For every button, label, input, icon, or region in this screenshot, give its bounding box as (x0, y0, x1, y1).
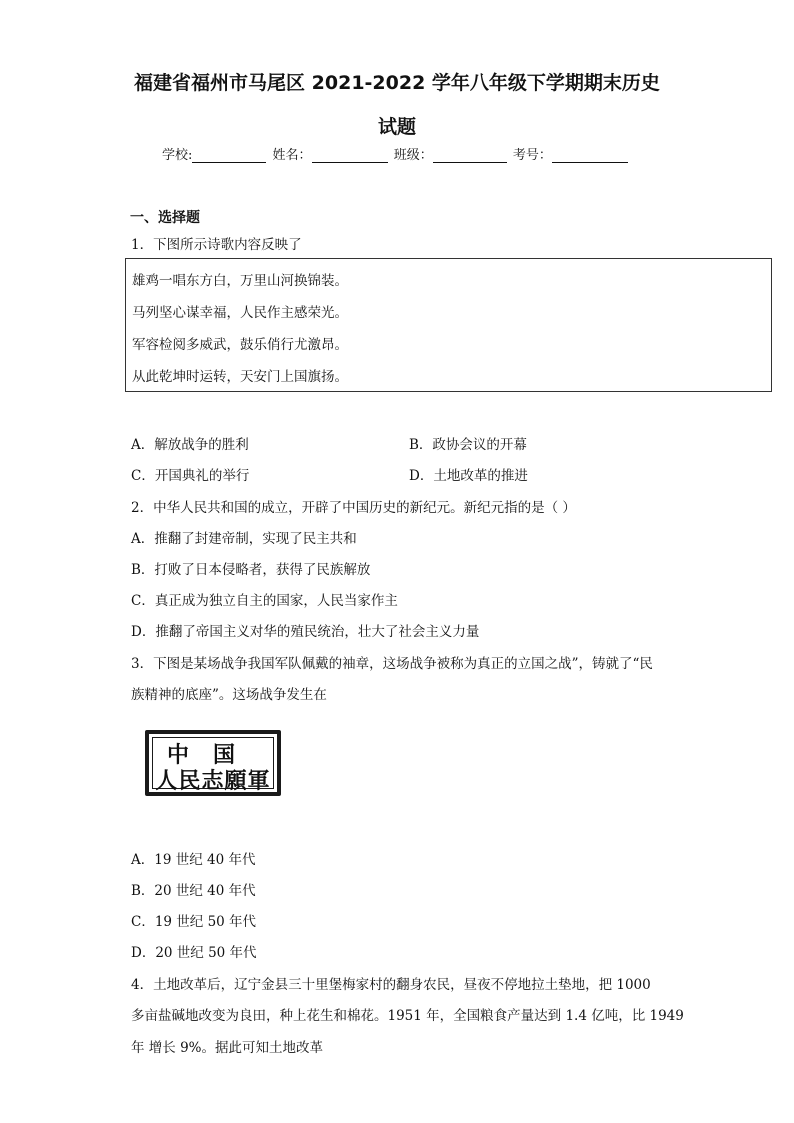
student-info-line (162, 144, 630, 163)
q2-option-a: A．推翻了封建帝制，实现了民主共和 (131, 531, 357, 547)
question-4-line1: 4．土地改革后，辽宁金县三十里堡梅家村的翻身农民，昼夜不停地拉土垫地，把 1000 (131, 977, 651, 993)
q3-option-a: A．19 世纪 40 年代 (131, 852, 256, 868)
q3-option-c: C．19 世纪 50 年代 (131, 914, 257, 930)
q1-option-c: C．开国典礼的举行 (131, 468, 250, 484)
armband-text-line2: 人民志願軍 (155, 768, 271, 794)
q2-option-c: C．真正成为独立自主的国家，人民当家作主 (131, 593, 398, 609)
name-blank (312, 150, 388, 163)
volunteer-army-armband-image (145, 730, 281, 796)
q1-option-b: B．政协会议的开幕 (409, 437, 527, 453)
question-3-stem-line1: 3．下图是某场战争我国军队佩戴的袖章，这场战争被称为真正的立国之战”，铸就了“民 (131, 656, 653, 672)
school-blank (192, 150, 266, 163)
poem-line: 雄鸡一唱东方白，万里山河换锦装。 (132, 273, 348, 289)
question-3-stem-line2: 族精神的底座”。这场战争发生在 (131, 687, 327, 703)
exam-number-blank (552, 150, 628, 163)
poem-line: 从此乾坤时运转，天安门上国旗扬。 (132, 369, 348, 385)
exam-number-label: 考号： (512, 148, 552, 163)
question-4-line3: 年 增长 9%。据此可知土地改革 (131, 1040, 323, 1056)
q2-option-d: D．推翻了帝国主义对华的殖民统治，壮大了社会主义力量 (131, 624, 480, 640)
section-heading: 一、选择题 (130, 210, 200, 226)
poem-box (125, 258, 772, 392)
armband-text-line1: 中国 (166, 742, 259, 768)
poem-line: 军容检阅多威武，鼓乐俏行尤激昂。 (132, 337, 348, 353)
poem-line: 马列坚心谋幸福，人民作主感荣光。 (132, 305, 348, 321)
q3-option-b: B．20 世纪 40 年代 (131, 883, 256, 899)
class-blank (433, 150, 507, 163)
document-title-line2: 试题 (377, 116, 416, 138)
q2-option-b: B．打败了日本侵略者，获得了民族解放 (131, 562, 371, 578)
school-label: 学校: (162, 148, 193, 163)
q1-option-d: D．土地改革的推进 (409, 468, 528, 484)
question-4-line2: 多亩盐碱地改变为良田，种上花生和棉花。1951 年，全国粮食产量达到 1.4 亿吨，比 1949 (131, 1008, 684, 1024)
name-label: 姓名： (272, 148, 312, 163)
question-1-stem: 1．下图所示诗歌内容反映了 (131, 237, 302, 253)
class-label: 班级： (393, 148, 433, 163)
question-2-stem: 2．中华人民共和国的成立，开辟了中国历史的新纪元。新纪元指的是（ ） (131, 500, 576, 516)
q3-option-d: D．20 世纪 50 年代 (131, 945, 257, 961)
q1-option-a: A．解放战争的胜利 (131, 437, 249, 453)
document-title-line1: 福建省福州市马尾区 2021-2022 学年八年级下学期期末历史 (134, 72, 660, 94)
